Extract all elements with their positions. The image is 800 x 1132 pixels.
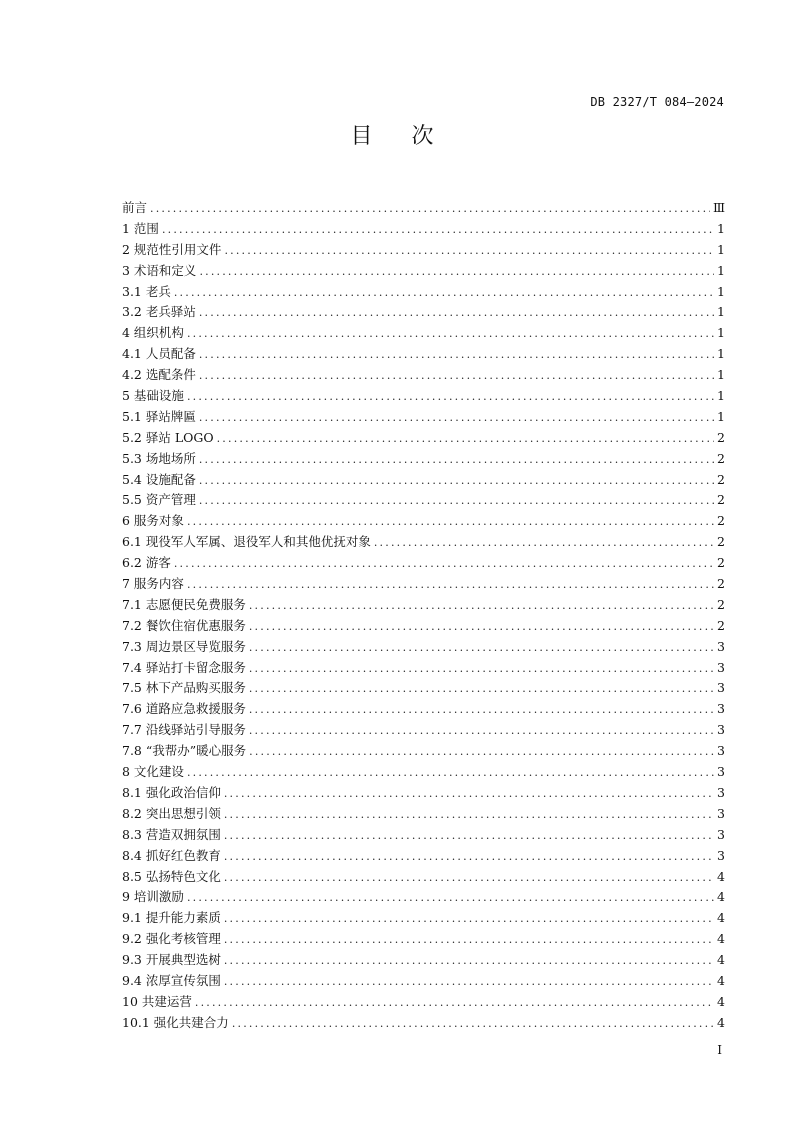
toc-dot-leader <box>187 575 714 596</box>
toc-entry[interactable] <box>122 532 725 553</box>
toc-entry-label: 3.1 老兵 <box>122 283 171 299</box>
toc-entry[interactable] <box>122 992 725 1013</box>
toc-entry[interactable] <box>122 658 725 679</box>
toc-dot-leader <box>249 679 714 700</box>
toc-entry-label: 4.2 选配条件 <box>122 367 196 383</box>
toc-entry-page: 1 <box>717 304 725 320</box>
toc-entry-label: 6 服务对象 <box>122 513 184 529</box>
toc-entry-page: 4 <box>717 931 725 947</box>
toc-entry[interactable] <box>122 449 725 470</box>
toc-entry-label: 7.8 “我帮办”暖心服务 <box>122 743 247 759</box>
toc-dot-leader <box>199 303 714 324</box>
toc-entry-label: 8.3 营造双拥氛围 <box>122 826 221 842</box>
toc-entry-page: 4 <box>717 910 725 926</box>
toc-entry-label: 5.2 驿站 LOGO <box>122 429 214 445</box>
toc-dot-leader <box>249 659 714 680</box>
toc-entry[interactable] <box>122 490 725 511</box>
toc-entry[interactable] <box>122 282 725 303</box>
toc-entry[interactable] <box>122 344 725 365</box>
toc-dot-leader <box>199 366 714 387</box>
toc-dot-leader <box>199 491 714 512</box>
toc-dot-leader <box>249 617 714 638</box>
toc-entry-page: 2 <box>717 450 725 466</box>
toc-entry[interactable] <box>122 511 725 532</box>
toc-entry-label: 5 基础设施 <box>122 388 184 404</box>
toc-entry-page: 2 <box>717 513 725 529</box>
toc-entry-page: 3 <box>717 659 725 675</box>
toc-entry-page: 1 <box>717 241 725 257</box>
toc-dot-leader <box>249 596 714 617</box>
toc-entry[interactable] <box>122 240 725 261</box>
toc-entry[interactable] <box>122 929 725 950</box>
toc-dot-leader <box>224 930 714 951</box>
toc-entry[interactable] <box>122 616 725 637</box>
toc-entry-page: 3 <box>717 764 725 780</box>
toc-entry-label: 5.4 设施配备 <box>122 471 196 487</box>
toc-entry-page: 1 <box>717 367 725 383</box>
toc-entry[interactable] <box>122 762 725 783</box>
toc-entry[interactable] <box>122 386 725 407</box>
toc-entry-label: 3.2 老兵驿站 <box>122 304 196 320</box>
toc-entry-page: 4 <box>717 952 725 968</box>
toc-dot-leader <box>187 387 714 408</box>
toc-dot-leader <box>224 847 714 868</box>
toc-dot-leader <box>195 993 714 1014</box>
toc-entry-label: 6.1 现役军人军属、退役军人和其他优抚对象 <box>122 534 371 550</box>
toc-entry-page: 2 <box>717 471 725 487</box>
toc-entry-label: 5.5 资产管理 <box>122 492 196 508</box>
toc-entry-page: 1 <box>717 388 725 404</box>
toc-entry-label: 8.2 突出思想引领 <box>122 805 221 821</box>
toc-entry[interactable] <box>122 574 725 595</box>
toc-dot-leader <box>249 638 714 659</box>
toc-entry-page: 1 <box>717 283 725 299</box>
toc-entry[interactable] <box>122 553 725 574</box>
toc-dot-leader <box>249 742 714 763</box>
toc-entry-label: 8.1 强化政治信仰 <box>122 784 221 800</box>
toc-entry-page: 2 <box>717 534 725 550</box>
toc-entry-label: 2 规范性引用文件 <box>122 241 222 257</box>
toc-entry-page: 2 <box>717 429 725 445</box>
toc-entry-page: 3 <box>717 805 725 821</box>
toc-entry-page: 4 <box>717 993 725 1009</box>
toc-entry[interactable] <box>122 825 725 846</box>
toc-entry[interactable] <box>122 470 725 491</box>
toc-entry-label: 6.2 游客 <box>122 555 171 571</box>
toc-entry-page: 3 <box>717 722 725 738</box>
toc-entry-label: 9.1 提升能力素质 <box>122 910 221 926</box>
toc-entry-page: Ⅲ <box>712 200 725 215</box>
toc-entry[interactable] <box>122 783 725 804</box>
toc-entry[interactable] <box>122 261 725 282</box>
toc-entry[interactable] <box>122 699 725 720</box>
toc-entry[interactable] <box>122 595 725 616</box>
standard-code: DB 2327/T 084—2024 <box>590 95 724 109</box>
toc-dot-leader <box>217 429 714 450</box>
toc-dot-leader <box>224 909 714 930</box>
toc-entry[interactable] <box>122 971 725 992</box>
toc-dot-leader <box>174 283 714 304</box>
toc-entry[interactable] <box>122 950 725 971</box>
toc-entry[interactable] <box>122 908 725 929</box>
toc-dot-leader <box>374 533 714 554</box>
toc-entry-page: 1 <box>717 346 725 362</box>
toc-dot-leader <box>199 450 714 471</box>
toc-entry-label: 7.4 驿站打卡留念服务 <box>122 659 246 675</box>
toc-entry-page: 4 <box>717 889 725 905</box>
toc-dot-leader <box>224 951 714 972</box>
toc-entry-page: 2 <box>717 596 725 612</box>
toc-entry[interactable] <box>122 741 725 762</box>
toc-entry-page: 2 <box>717 492 725 508</box>
toc-entry-label: 前言 <box>122 200 148 215</box>
toc-entry-page: 1 <box>717 408 725 424</box>
toc-dot-leader <box>199 345 714 366</box>
toc-entry[interactable] <box>122 365 725 386</box>
toc-entry-page: 4 <box>717 972 725 988</box>
toc-dot-leader <box>187 888 714 909</box>
toc-entry-label: 7.6 道路应急救援服务 <box>122 701 246 717</box>
toc-entry-label: 7.1 志愿便民免费服务 <box>122 596 246 612</box>
toc-entry[interactable] <box>122 219 725 240</box>
toc-entry-page: 3 <box>717 701 725 717</box>
toc-entry-label: 7 服务内容 <box>122 576 184 592</box>
toc-dot-leader <box>187 324 714 345</box>
toc-entry-page: 2 <box>717 576 725 592</box>
toc-dot-leader <box>162 220 714 241</box>
toc-entry[interactable] <box>122 846 725 867</box>
toc-entry-label: 8.5 弘扬特色文化 <box>122 868 221 884</box>
toc-dot-leader <box>224 784 714 805</box>
toc-entry-page: 3 <box>717 784 725 800</box>
toc-entry-label: 9.3 开展典型选树 <box>122 952 221 968</box>
toc-entry[interactable] <box>122 720 725 741</box>
toc-entry-label: 4 组织机构 <box>122 325 184 341</box>
toc-entry-label: 10.1 强化共建合力 <box>122 1014 229 1030</box>
toc-entry-label: 1 范围 <box>122 220 159 236</box>
toc-dot-leader <box>150 199 710 220</box>
toc-entry-page: 3 <box>717 680 725 696</box>
toc-entry-page: 4 <box>717 1014 725 1030</box>
toc-entry-label: 5.1 驿站牌匾 <box>122 408 196 424</box>
toc-dot-leader <box>224 868 714 889</box>
toc-dot-leader <box>187 512 714 533</box>
toc-entry-page: 3 <box>717 847 725 863</box>
toc-dot-leader <box>224 972 714 993</box>
toc-entry-label: 7.3 周边景区导览服务 <box>122 638 246 654</box>
toc-entry-label: 5.3 场地场所 <box>122 450 196 466</box>
table-of-contents <box>122 198 725 1034</box>
toc-entry[interactable] <box>122 428 725 449</box>
toc-entry[interactable] <box>122 678 725 699</box>
toc-entry-page: 1 <box>717 325 725 341</box>
toc-entry[interactable] <box>122 198 725 219</box>
toc-entry-label: 7.7 沿线驿站引导服务 <box>122 722 246 738</box>
toc-dot-leader <box>174 554 714 575</box>
toc-entry-label: 7.5 林下产品购买服务 <box>122 680 246 696</box>
toc-entry-label: 4.1 人员配备 <box>122 346 196 362</box>
toc-dot-leader <box>232 1014 714 1035</box>
toc-entry[interactable] <box>122 407 725 428</box>
toc-entry-page: 4 <box>717 868 725 884</box>
toc-entry[interactable] <box>122 323 725 344</box>
toc-entry[interactable] <box>122 1013 725 1034</box>
toc-dot-leader <box>187 763 714 784</box>
page-title: 目 次 <box>350 124 450 149</box>
toc-entry-page: 3 <box>717 826 725 842</box>
toc-entry-label: 8 文化建设 <box>122 764 184 780</box>
toc-dot-leader <box>199 262 714 283</box>
toc-entry[interactable] <box>122 887 725 908</box>
toc-entry-label: 3 术语和定义 <box>122 262 197 278</box>
toc-entry[interactable] <box>122 804 725 825</box>
toc-entry[interactable] <box>122 867 725 888</box>
toc-entry-page: 2 <box>717 555 725 571</box>
toc-entry[interactable] <box>122 637 725 658</box>
toc-dot-leader <box>224 805 714 826</box>
toc-dot-leader <box>224 826 714 847</box>
toc-entry-label: 9 培训激励 <box>122 889 184 905</box>
toc-dot-leader <box>249 721 714 742</box>
toc-entry-label: 9.2 强化考核管理 <box>122 931 221 947</box>
toc-entry-page: 3 <box>717 638 725 654</box>
toc-dot-leader <box>224 241 714 262</box>
toc-entry-page: 3 <box>717 743 725 759</box>
toc-dot-leader <box>249 700 714 721</box>
toc-entry-label: 8.4 抓好红色教育 <box>122 847 221 863</box>
page-number: I <box>717 1043 722 1057</box>
toc-entry-page: 2 <box>717 617 725 633</box>
toc-dot-leader <box>199 471 714 492</box>
toc-dot-leader <box>199 408 714 429</box>
toc-entry-label: 7.2 餐饮住宿优惠服务 <box>122 617 246 633</box>
toc-entry-label: 10 共建运营 <box>122 993 192 1009</box>
toc-entry-label: 9.4 浓厚宣传氛围 <box>122 972 221 988</box>
toc-entry[interactable] <box>122 302 725 323</box>
toc-entry-page: 1 <box>717 220 725 236</box>
toc-entry-page: 1 <box>717 262 725 278</box>
